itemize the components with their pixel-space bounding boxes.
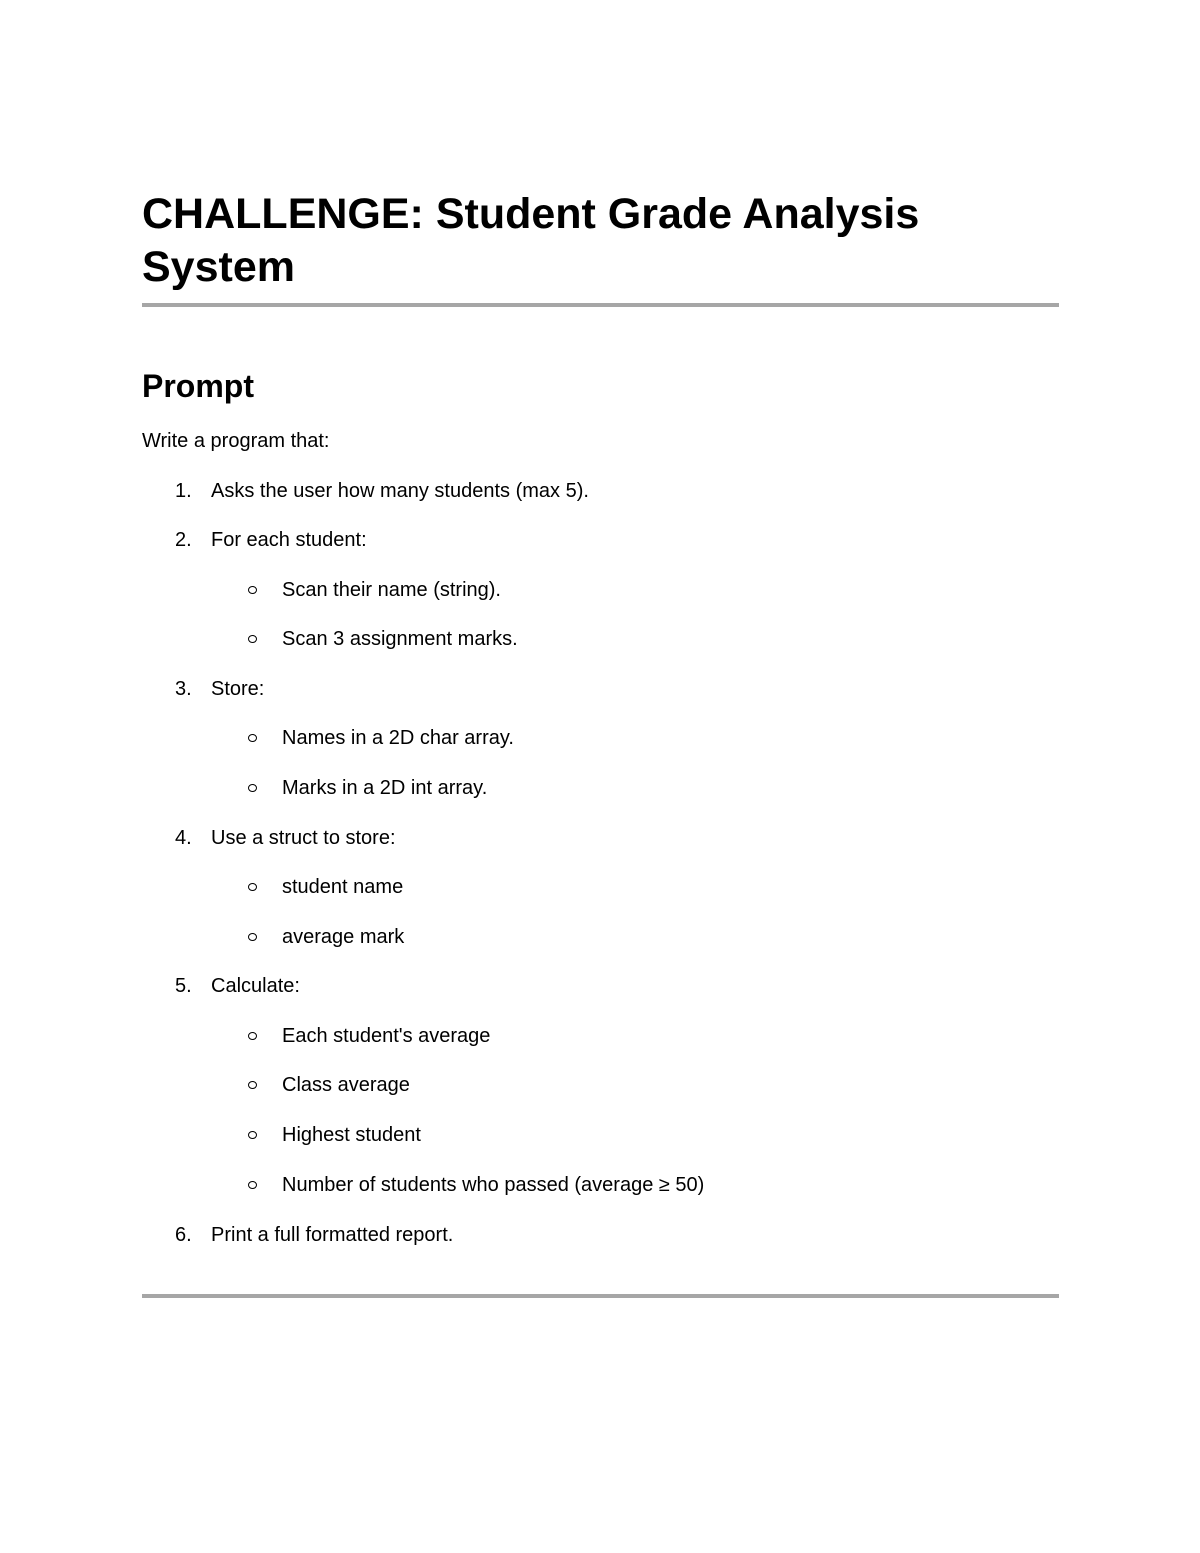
document-title: CHALLENGE: Student Grade Analysis System [142, 190, 920, 291]
document-page [142, 0, 1059, 1553]
step-text: Print a full formatted report. [211, 1224, 454, 1246]
hollow-circle-bullet-icon [248, 734, 257, 742]
intro-text: Write a program that: [142, 430, 330, 452]
step-number: 2. [175, 529, 192, 551]
hollow-circle-bullet-icon [248, 586, 257, 594]
hollow-circle-bullet-icon [248, 1081, 257, 1089]
sub-item-text: Each student's average [282, 1025, 491, 1047]
step-number: 3. [175, 678, 192, 700]
hollow-circle-bullet-icon [248, 784, 257, 792]
hollow-circle-bullet-icon [248, 1181, 257, 1189]
hollow-circle-bullet-icon [248, 883, 257, 891]
sub-item-text: Class average [282, 1074, 410, 1096]
step-text: Store: [211, 678, 265, 700]
top-divider [142, 303, 1059, 307]
step-text: Asks the user how many students (max 5). [211, 480, 589, 502]
step-number: 4. [175, 827, 192, 849]
sub-item-text: Highest student [282, 1124, 421, 1146]
sub-item-text: Scan 3 assignment marks. [282, 628, 518, 650]
step-text: Use a struct to store: [211, 827, 396, 849]
section-heading-prompt: Prompt [142, 368, 254, 404]
step-text: For each student: [211, 529, 367, 551]
sub-item-text: Names in a 2D char array. [282, 727, 514, 749]
hollow-circle-bullet-icon [248, 635, 257, 643]
sub-item-text: Marks in a 2D int array. [282, 777, 488, 799]
step-number: 1. [175, 480, 192, 502]
hollow-circle-bullet-icon [248, 1032, 257, 1040]
step-number: 5. [175, 975, 192, 997]
hollow-circle-bullet-icon [248, 1131, 257, 1139]
sub-item-text: Number of students who passed (average ≥ 50) [282, 1174, 705, 1196]
hollow-circle-bullet-icon [248, 933, 257, 941]
step-number: 6. [175, 1224, 192, 1246]
sub-item-text: Scan their name (string). [282, 579, 501, 601]
step-text: Calculate: [211, 975, 300, 997]
bottom-divider [142, 1294, 1059, 1298]
sub-item-text: average mark [282, 926, 405, 948]
sub-item-text: student name [282, 876, 404, 898]
